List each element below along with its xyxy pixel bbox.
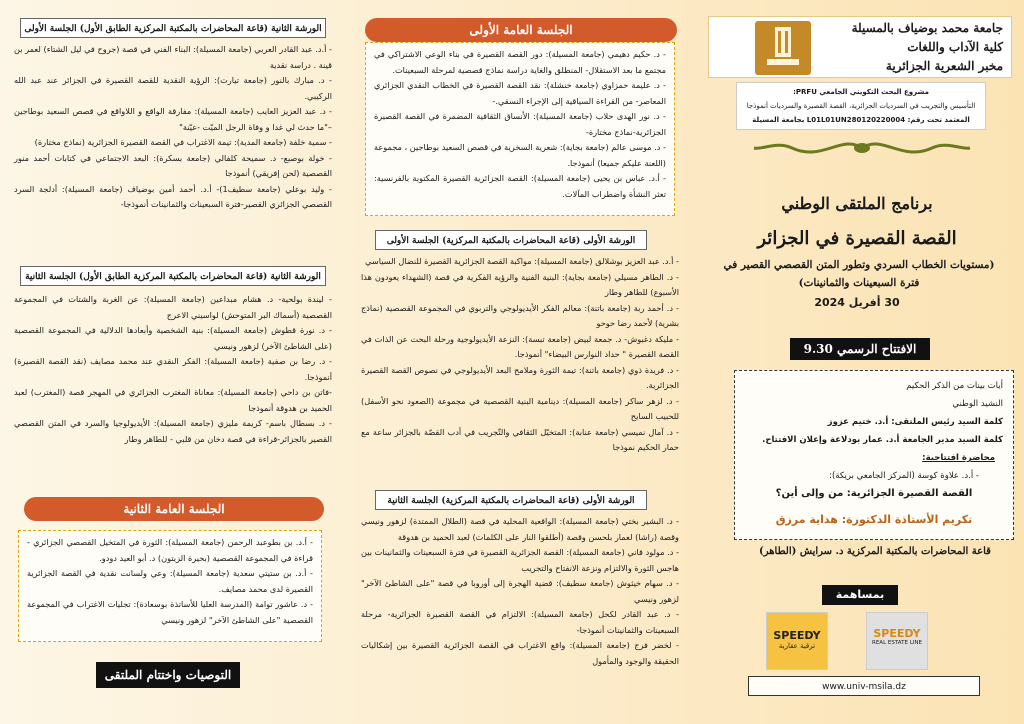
header-box <box>708 16 1012 78</box>
conference-title: القصة القصيرة في الجزائر <box>757 228 957 249</box>
ornament-divider <box>752 136 972 160</box>
w1-first-title: الورشة الأولى (قاعة المحاضرات بالمكتبة المركزية) الجلسة الأولى <box>375 230 647 250</box>
opening-item: كلمة السيد مدير الجامعة أ.د. عمار بودلاعة وإعلان الافتتاح. <box>762 435 1003 445</box>
list-item: - د. عليمة حمزاوي (جامعة خنشلة): نقد القصة القصيرة في الخطاب النقدي الجزائري المعاصر- من القراءة السياقية إلى الإجراء النسقي.- <box>374 80 666 106</box>
list-item: - د. بسطال باسم- كريمة مليزي (جامعة المسيلة): الأيديولوجيا والسرد في المتن القصصي القصير بالجزائر-قراءة في قصة دخان من قلبي - للطاهر وطار <box>14 418 332 444</box>
w1-second-title: الورشة الأولى (قاعة المحاضرات بالمكتبة المركزية) الجلسة الثانية <box>375 490 647 510</box>
list-item: - وليد بوعلي (جامعة سطيف1)- أ.د. أحمد أمين بوضياف (جامعة المسيلة): أدلجة السرد القصصي الجزائري القصير-فترة السبعينات والثمانينات أنموذجا- <box>14 183 332 209</box>
lab-name: مخبر الشعرية الجزائرية <box>885 59 1003 73</box>
general1-box <box>365 42 675 216</box>
list-item: - لخضر فرج (جامعة المسيلة): واقع الاغتراب في القصة الجزائرية القصيرة بين إشكاليات الحقيقة والوجود والمأمول <box>361 640 679 666</box>
w1-second-list <box>361 514 679 669</box>
list-item: - أ.د. عبد العزيز بوشلالق (جامعة المسيلة): مواكبة القصة الجزائرية القصيرة للنضال السياسي <box>365 256 679 266</box>
sponsor-logo-2-name: SPEEDY <box>873 627 921 640</box>
sponsor-logo-1-name: SPEEDY <box>773 629 821 642</box>
list-item: - د. موسى عالم (جامعة بجاية): شعرية السخرية في قصص السعيد بوطاجين ، مجموعة (اللعنة عليكم جميعا) أنموذجا. <box>374 142 666 168</box>
opening-item: أيات بينات من الذكر الحكيم <box>906 381 1003 391</box>
w2-first-list <box>14 42 332 213</box>
lecture-title: القصة القصيرة الجزائرية: من وإلى أين؟ <box>775 488 973 499</box>
sponsor-logo-1 <box>766 612 828 670</box>
sponsor-logo-1-sub: ترقية عقارية <box>778 642 816 650</box>
list-item: - مليكة دغبوش- د. جمعة لبيض (جامعة تبسة): النزعة الأيديولوجية ورحلة البحث عن الذات في القصة القصيرة " حداد النوارس البيضاء" أنموذجا. <box>361 333 679 359</box>
w2-first-title: الورشة الثانية (قاعة المحاضرات بالمكتبة المركزية الطابق الأول) الجلسة الأولى <box>20 18 326 38</box>
lecture-speaker: - أ.د. علاوة كوسة (المركز الجامعي بريكة): <box>829 471 979 481</box>
website-link[interactable]: www.univ-msila.dz <box>748 676 980 696</box>
opening-box <box>734 370 1014 540</box>
project-line1: مشروع البحث التكويني الجامعي PRFU: <box>793 88 929 96</box>
list-item: - د. عبد العزيز العايب (جامعة المسيلة): مفارقة الواقع و اللاواقع في قصص السعيد بوطاجين –"ما حدث لي غدا و وفاة الرجل الميّت -عيّنة" <box>14 106 332 132</box>
list-item: - أ.د. بن بطوعبد الرحمن (جامعة المسيلة): الثورة في المتخيل القصصي الجزائري - قراءة في المجموعة القصصية (بحيرة الزيتون) د. أبو العيد دودو. <box>27 537 313 563</box>
general2-box <box>18 530 322 642</box>
list-item: - أ.د. عباس بن يحيى (جامعة المسيلة): القصة الجزائرية القصيرة المكتوبة بالفرنسية: تعثر النشأة واضطراب المآلات. <box>374 173 666 199</box>
list-item: - د. البشير بختي (جامعة المسيلة): الواقعية المحلية في قصة (الطلال الممتدة) لزهور ونيسي وقصة (راشا) لعمار بلحسن وقصة (أطلقوا النار على الكلمات) لعبد الحميد بن هدوقة <box>361 516 679 542</box>
column-middle <box>343 0 685 724</box>
opening-item: النشيد الوطني <box>952 399 1003 409</box>
sponsor-logo-2 <box>866 612 928 670</box>
sponsor-label: بمساهمة <box>822 585 898 605</box>
column-cover <box>690 0 1024 724</box>
venue: قاعة المحاضرات بالمكتبة المركزية د. سرايش (الطاهر) <box>759 546 991 557</box>
general2-title: الجلسة العامة الثانية <box>24 497 324 521</box>
university-name: جامعة محمد بوضياف بالمسيلة <box>851 21 1003 35</box>
faculty-name: كلية الآداب واللغات <box>907 40 1003 54</box>
column-left <box>0 0 340 724</box>
list-item: - د. آمال نميسي (جامعة عنابة): المتخيّل الثقافي والتّجريب في أدب القصّة بالجزائر ساعة مع حمار الحكيم نموذجا <box>361 426 679 452</box>
list-item: - د. مولود قاني (جامعة المسيلة): القصة الجزائرية القصيرة في فترة السبعينات والثمانينات بين هاجس الثورة والالتزام ونزعة الانفتاح والتجريب <box>361 547 679 573</box>
list-item: - د. حكيم دهيمي (جامعة المسيلة): دور القصة القصيرة في بناء الوعي الاشتراكي في مجتمع ما بعد الاستقلال- المنطلق والغاية دراسة نماذج قصصية لمرحلة السبعينات. <box>374 49 666 75</box>
w2-second-list <box>14 292 332 447</box>
list-item: - سمية خلفة (جامعة المدية): تيمة الاغتراب في القصة القصيرة الجزائرية (نماذج مختارة) <box>34 137 332 147</box>
list-item: - د. أحمد ربة (جامعة باتنة): معالم الفكر الأيديولوجي والتربوي في المجموعة القصصية (نماذج بشرية) لأحمد رضا حوحو <box>361 302 679 328</box>
project-box <box>736 82 986 130</box>
university-logo-icon <box>755 21 811 75</box>
opening-item: كلمة السيد رئيس الملتقى: أ.د. ختيم عزوز <box>827 417 1003 427</box>
list-item: -فاتن بن داحي (جامعة المسيلة): معاناة المغترب الجزائري في المهجر قصة (المغترب) لعبد الحميد بن هدوقة أنموذجا <box>14 387 332 413</box>
list-item: - د. عبد القادر لكحل (جامعة المسيلة): الالتزام في القصة القصيرة الجزائرية- مرحلة السبعينات والثمانينات أنموذجا- <box>361 609 679 635</box>
conference-subtitle: (مستويات الخطاب السردي وتطور المتن القصصي القصير في فترة السبعينات والثمانينات) <box>723 259 995 289</box>
list-item: - د. سهام خيثوش (جامعة سطيف): قضية الهجرة إلى أوروبا في قصة "على الشاطئ الآخر" لزهور ونيسي <box>361 578 679 604</box>
list-item: - د. مبارك بالنور (جامعة تيارت): الرؤية النقدية للقصة القصيرة في الجزائر عند عبد الله الركيبي. <box>14 75 332 101</box>
general1-title: الجلسة العامة الأولى <box>365 18 677 42</box>
honor-line: تكريم الأستاذة الدكتورة: هداية مرزق <box>775 513 973 526</box>
list-item: - د. نورة قطوش (جامعة المسيلة): بنية الشخصية وأبعادها الدلالية في المجموعة القصصية (على الشاطئ الآخر) لزهور ونيسي <box>14 325 332 351</box>
list-item: - د. فريدة ذوي (جامعة باتنة): تيمة الثورة وملامح البعد الأيديولوجي في نصوص القصة القصيرة الجزائرية. <box>361 364 679 390</box>
list-item: - ليندة بولحية- د. هشام مبداعين (جامعة المسيلة): عن الغربة والشتات في المجموعة القصصية (أسماك البر المتوحش) لواسيني الاعرج <box>14 294 332 320</box>
program-title: برنامج الملتقى الوطني <box>781 194 933 213</box>
project-line2: التأسيس والتجريب في السرديات الجزائرية، القصة القصيرة والسرديات أنموذجا <box>746 102 976 110</box>
list-item: - أ.د. بن ستيتي سعدية (جامعة المسيلة): وعي ولسانت نقدية في القصة الجزائرية القصيرة لدى محمد مصايف. <box>27 568 313 594</box>
conference-date: 30 أفريل 2024 <box>814 296 900 309</box>
list-item: - د. لزهر ساكر (جامعة المسيلة): دينامية البنية القصصية في مجموعة (الصعود نحو الأسفل) للحبيب السايح <box>361 395 679 421</box>
list-item: - د. نور الهدى حلاب (جامعة المسيلة): الأنساق الثقافية المضمرة في القصة القصيرة الجزائرية-نماذج مختارة- <box>374 111 666 137</box>
lecture-label: محاضرة افتتاحية: <box>922 453 995 463</box>
list-item: - خولة بوصبع- د. سميحة كلفالي (جامعة بسكرة): البعد الاجتماعي في كتابات أحمد منور القصصية (لحن إفريقي) أنموذجا <box>14 152 332 178</box>
opening-banner: الافتتاح الرسمي 9.30 <box>790 338 930 360</box>
w2-second-title: الورشة الثانية (قاعة المحاضرات بالمكتبة المركزية الطابق الأول) الجلسة الثانية <box>20 266 326 286</box>
w1-first-list <box>361 254 679 456</box>
list-item: - د. رضا بن صفية (جامعة المسيلة): الفكر النقدي عند محمد مصايف (نقد القصة القصيرة) أنموذجا. <box>14 356 332 382</box>
list-item: - د. عاشور توامة (المدرسة العليا للأساتذة بوسعادة): تجليات الاغتراب في المجموعة القصصية "على الشاطئ الآخر" لزهور ونيسي <box>27 599 313 625</box>
sponsor-logo-2-sub: REAL ESTATE LINE <box>872 640 922 646</box>
list-item: - د. الطاهر مسيلي (جامعة بجاية): البنية الفنية والرؤية الفكرية في قصة (الشهداء يعودون هذا الأسبوع) للطاهر وطار <box>361 271 679 297</box>
project-line3: المعتمد تحت رقم: L01L01UN280120220004 بجامعة المسيلة <box>752 116 970 124</box>
closing-banner: التوصيات واختتام الملتقى <box>96 662 240 688</box>
list-item: - أ.د. عبد القادر العربي (جامعة المسيلة): البناء الفني في قصة (جروح في ليل الشتاء) لعمر بن قينة . دراسة نقدية <box>14 44 332 70</box>
